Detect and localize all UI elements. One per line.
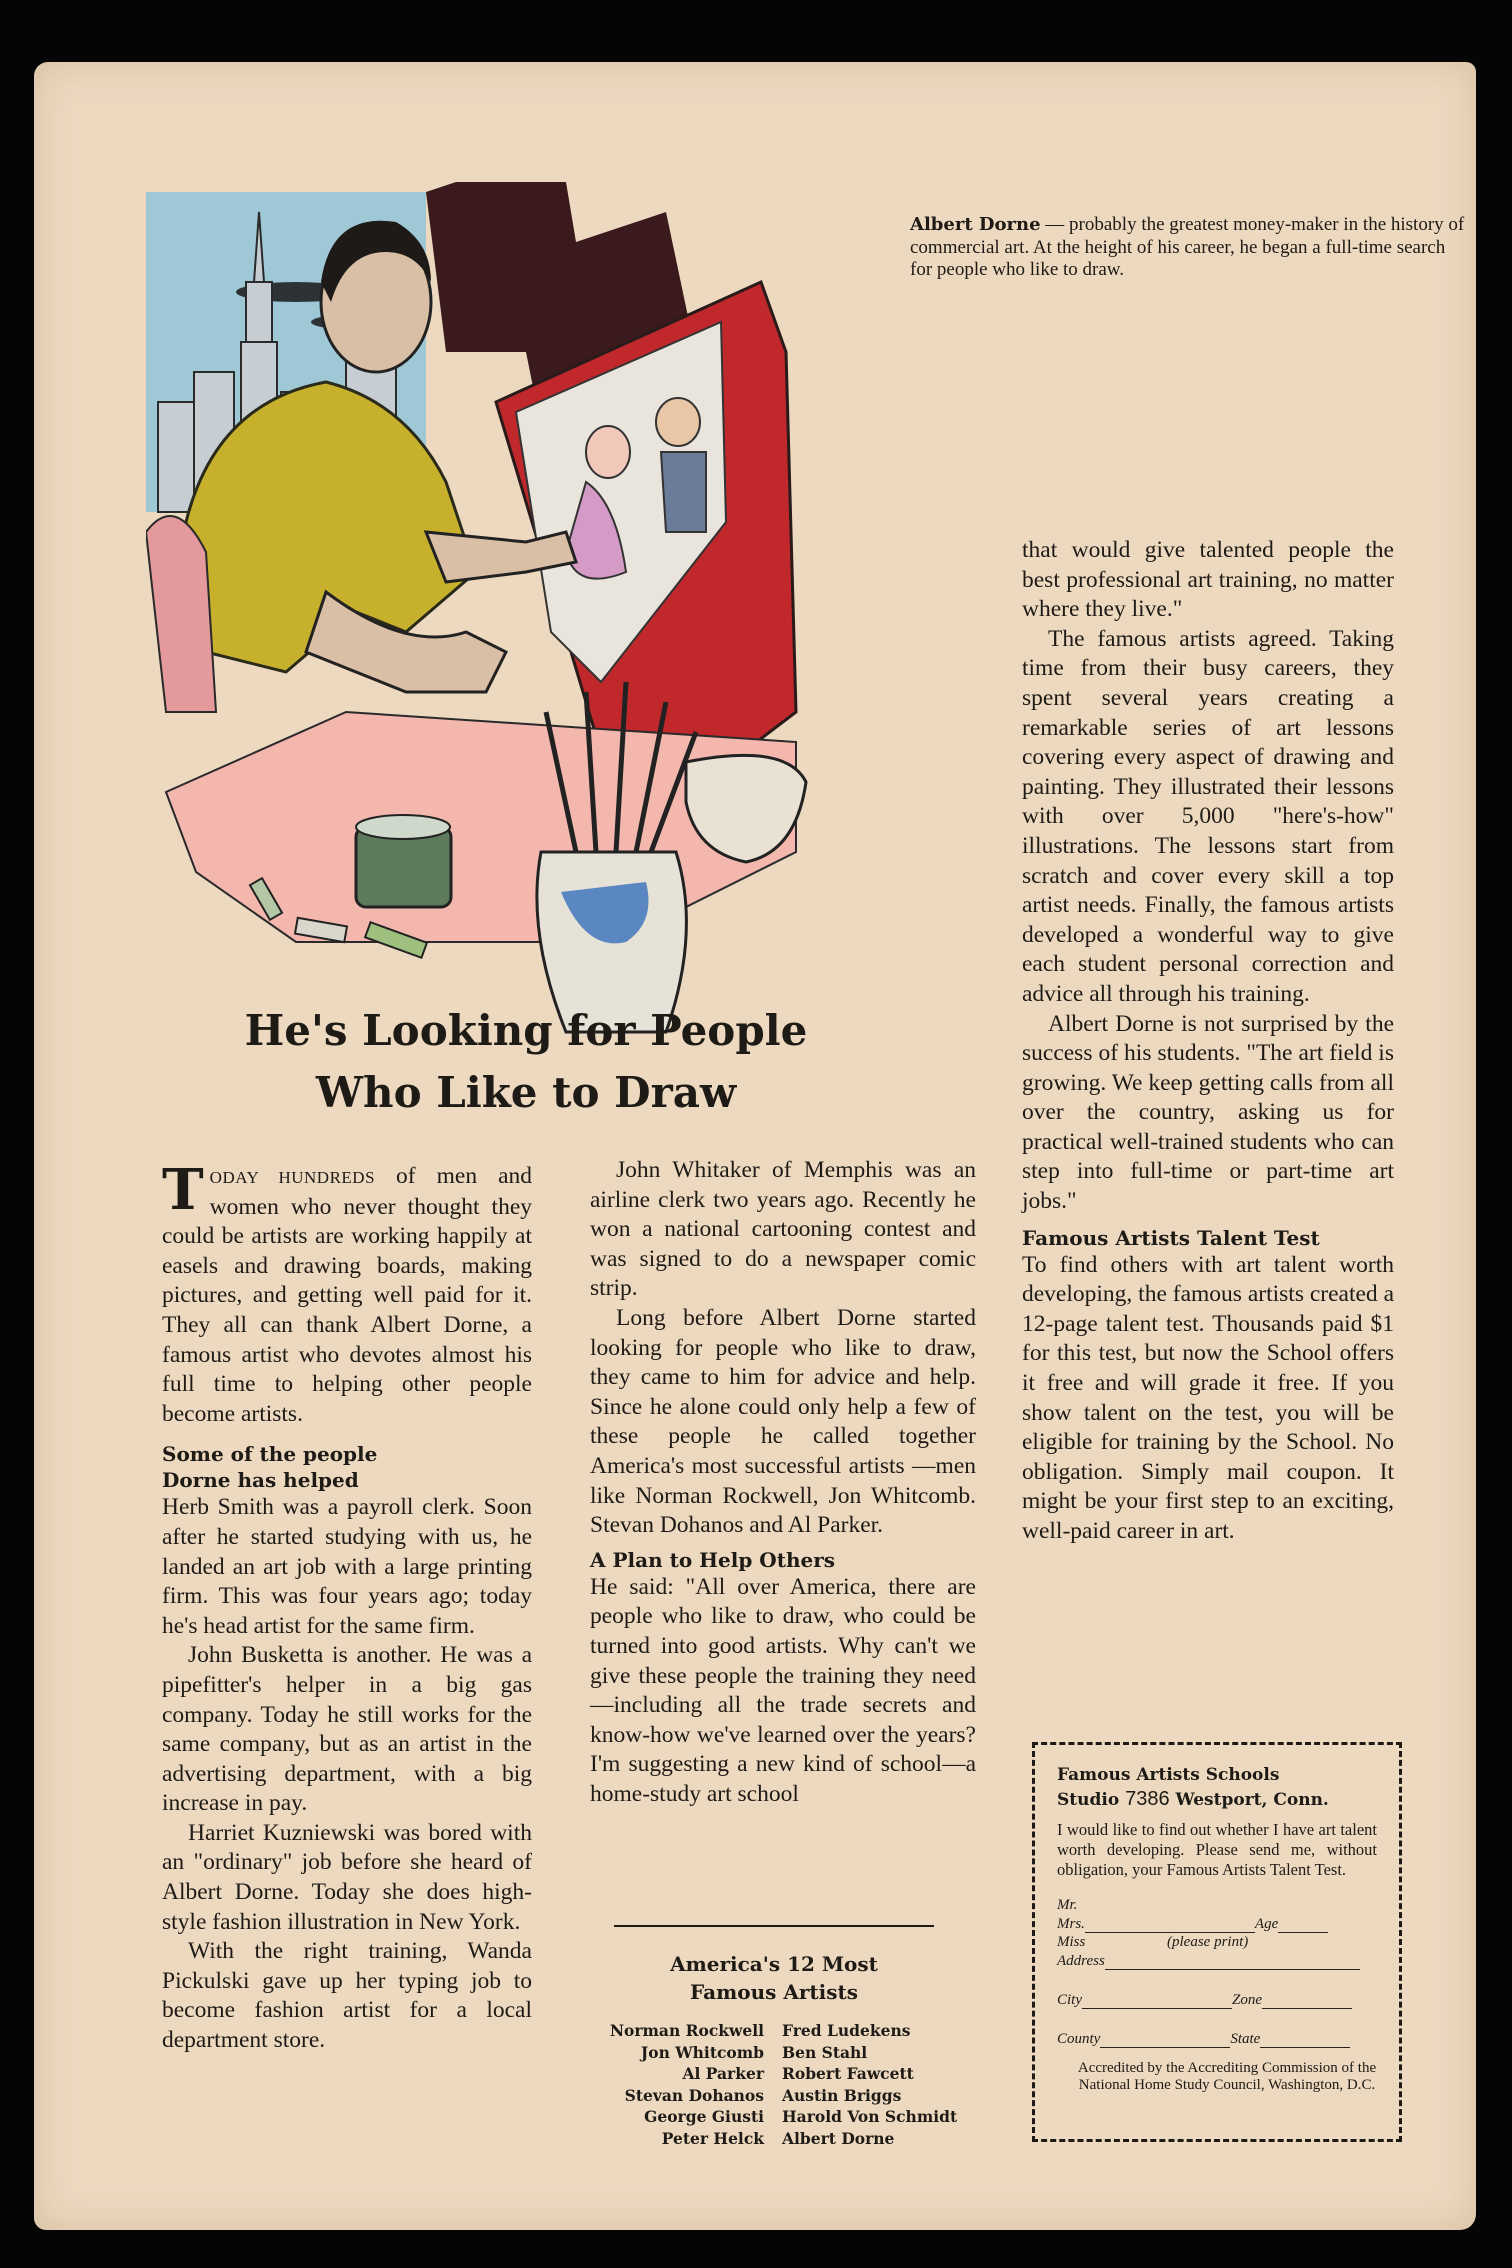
address-field[interactable]: [1105, 1951, 1360, 1970]
col3-subhead: Famous Artists Talent Test: [1022, 1225, 1320, 1250]
smallcaps-lead: ODAY HUNDREDS: [209, 1168, 376, 1187]
coupon-zone-label: Zone: [1232, 1992, 1262, 2008]
coupon-state-label: State: [1230, 2031, 1261, 2047]
artist-name: Ben Stahl: [782, 2042, 868, 2062]
city-field[interactable]: [1082, 1990, 1232, 2009]
coupon-org: Famous Artists Schools: [1057, 1765, 1280, 1785]
column-2: [590, 1156, 976, 1809]
drop-cap: T: [162, 1157, 204, 1223]
artist-row: [574, 2128, 974, 2150]
artist-row: [574, 2063, 974, 2085]
coupon-age-label: Age: [1254, 1916, 1279, 1932]
col3-p2: The famous artists agreed. Taking time from their busy careers, they spent several years creating a remarkable series of art lessons covering every aspect of drawing and painting. They illustrated their lessons with over 5,000 "here's-how" illustrations. The lessons start from scratch and cover every skill a top artist needs. Finally, the famous artists developed a wonderful way to give each student personal correction and advice all through his training.: [1022, 625, 1394, 1007]
artist-name: Jon Whitcomb: [640, 2042, 764, 2062]
coupon-studio-label: Studio: [1057, 1790, 1120, 1810]
coupon-form: [1057, 1896, 1377, 2048]
caption-name: Albert Dorne: [910, 214, 1041, 235]
mail-coupon[interactable]: [1032, 1742, 1402, 2142]
headline-line-1: He's Looking for People: [244, 1006, 808, 1055]
coupon-studio-number: 7386: [1125, 1788, 1170, 1810]
coupon-address-label: Address: [1057, 1953, 1105, 1969]
artist-row: [574, 2042, 974, 2064]
artist-name: Peter Helck: [661, 2128, 764, 2148]
artist-name: Stevan Dohanos: [624, 2085, 764, 2105]
artist-name: Norman Rockwell: [609, 2021, 764, 2040]
column-3: [1022, 536, 1394, 1547]
coupon-county-label: County: [1057, 2031, 1101, 2047]
artist-name: Al Parker: [682, 2064, 764, 2083]
coupon-city: Westport, Conn.: [1175, 1790, 1329, 1810]
col3-p4: To find others with art talent worth developing, the famous artists created a 12-page talent test. Thousands paid $1 for this test, but now the School offers it free and will grade it free. If you show talent on the test, you will be eligible for training by the School. No obligation. Simply mail coupon. It might be your first step to an exciting, well-paid career in art.: [1022, 1251, 1394, 1544]
famous-artists-list: [574, 1950, 974, 2149]
coupon-title-miss: Miss: [1057, 1934, 1086, 1950]
col1-p4: Harriet Kuzniewski was bored with an "ordinary" job before she heard of Albert Dorne. Today she does high-style fashion illustration in New York.: [162, 1819, 532, 1935]
artist-name: George Giusti: [644, 2107, 764, 2126]
col1-p5: With the right training, Wanda Pickulski gave up her typing job to become fashion artist for a local department store.: [162, 1938, 532, 2054]
coupon-city-label: City: [1057, 1992, 1082, 2008]
age-field[interactable]: [1278, 1914, 1328, 1933]
col1-p3: John Busketta is another. He was a pipefitter's helper in a big gas company. Today he still works for the same company, but as an artist in the advertising department, with a big increase in pay.: [162, 1642, 532, 1817]
albert-dorne-illustration: [146, 152, 976, 1052]
col2-p1: John Whitaker of Memphis was an airline clerk two years ago. Recently he won a national cartooning contest and was signed to do a newspaper comic strip.: [590, 1157, 976, 1302]
col1-subhead: Some of the people Dorne has helped: [162, 1442, 378, 1493]
col2-p3: He said: "All over America, there are people who like to draw, who could be turned into good artists. Why can't we give these people the training they need—including all the trade secrets and know-how we've learned over the years? I'm suggesting a new kind of school—a home-study art school: [590, 1573, 976, 1807]
col2-subhead: A Plan to Help Others: [590, 1547, 836, 1572]
column-1: [162, 1157, 532, 2056]
headline-line-2: Who Like to Draw: [315, 1068, 737, 1117]
artist-row: [574, 2106, 974, 2128]
col1-p2: Herb Smith was a payroll clerk. Soon after he started studying with us, he landed an art job with a large printing firm. This was four years ago; today he's head artist for the same firm.: [162, 1494, 532, 1639]
list-divider: [614, 1925, 934, 1927]
coupon-request-text: I would like to find out whether I have art talent worth developing. Please send me, without obligation, your Famous Artists Talent Test.: [1057, 1820, 1377, 1879]
magazine-page: [34, 62, 1476, 2230]
list-title-2: Famous Artists: [690, 1980, 858, 2004]
col2-p2: Long before Albert Dorne started looking for people who like to draw, they came to him for advice and help. Since he alone could only help a few of these people he called together America's most successful artists —men like Norman Rockwell, Jon Whitcomb. Stevan Dohanos and Al Parker.: [590, 1304, 976, 1539]
artist-name: Harold Von Schmidt: [782, 2107, 958, 2126]
artist-name: Austin Briggs: [782, 2085, 902, 2105]
col3-p1: that would give talented people the best professional art training, no matter where they live.": [1022, 537, 1394, 623]
name-field[interactable]: [1085, 1914, 1255, 1933]
zone-field[interactable]: [1262, 1990, 1352, 2009]
county-field[interactable]: [1100, 2029, 1230, 2048]
caption-text: — probably the greatest money-maker in the history of commercial art. At the height of his career, he began a full-time search for people who like to draw.: [910, 214, 1465, 280]
artist-name: Fred Ludekens: [782, 2021, 911, 2040]
col1-p1: of men and women who never thought they could be artists are working happily at easels and drawing boards, making pictures, and getting well paid for it. They all can thank Albert Dorne, a famous artist who devotes almost his full time to helping other people become artists.: [162, 1163, 532, 1427]
artist-rows: [574, 2020, 974, 2149]
headline: [176, 1000, 876, 1124]
artist-name: Albert Dorne: [782, 2128, 895, 2148]
artist-row: [574, 2020, 974, 2042]
artist-row: [574, 2085, 974, 2107]
coupon-accreditation: Accredited by the Accrediting Commission of the National Home Study Council, Washington, D.C.: [1077, 2060, 1377, 2093]
list-title-1: America's 12 Most: [670, 1952, 878, 1976]
state-field[interactable]: [1260, 2029, 1350, 2048]
coupon-please-print: (please print): [1167, 1934, 1249, 1950]
artist-name: Robert Fawcett: [782, 2064, 914, 2083]
coupon-title-mr: Mr.: [1057, 1897, 1078, 1913]
coupon-title-mrs: Mrs.: [1057, 1916, 1085, 1932]
col1-intro-paragraph: [162, 1157, 532, 1429]
illustration-caption: [910, 214, 1470, 282]
col3-p3: Albert Dorne is not surprised by the success of his students. "The art field is growing. We keep getting calls from all over the country, asking us for practical well-trained students who can step into full-time or part-time art jobs.": [1022, 1010, 1394, 1215]
